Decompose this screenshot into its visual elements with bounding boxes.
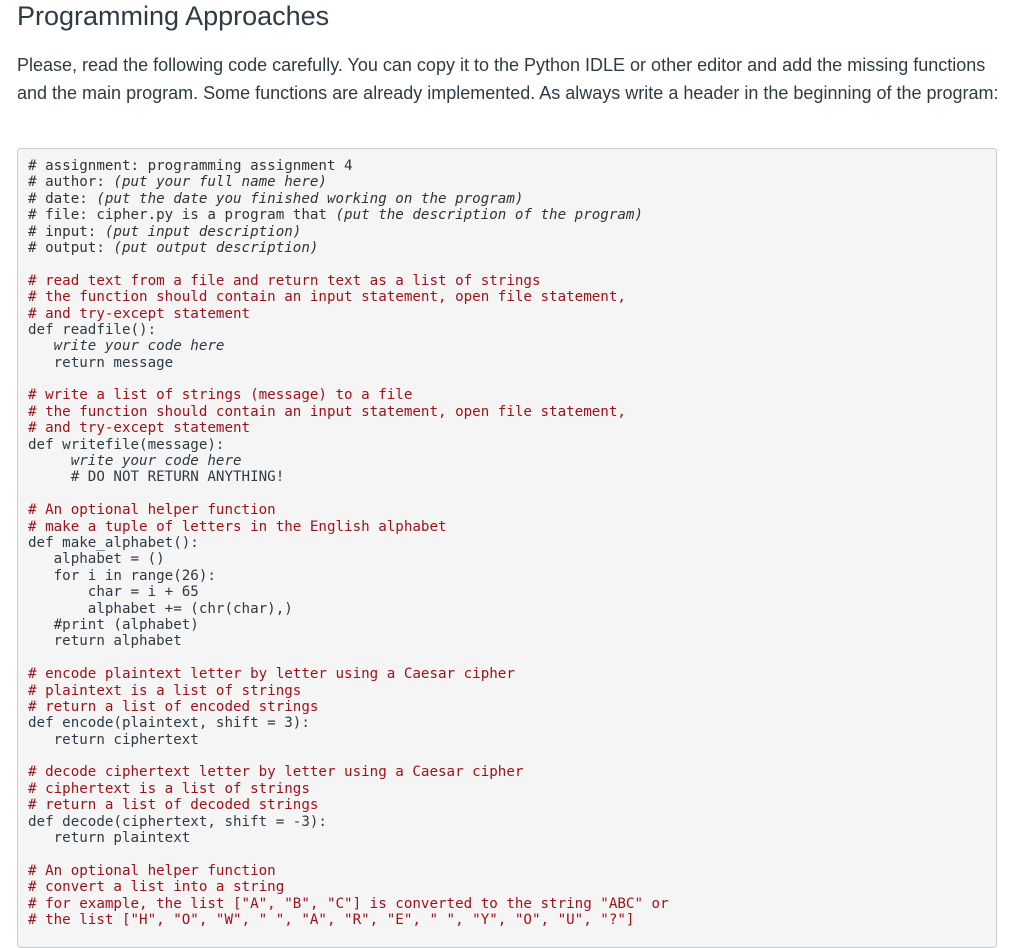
code-line: # encode plaintext letter by letter using a Caesar cipher bbox=[28, 666, 515, 683]
code-block bbox=[17, 148, 997, 948]
code-line: def readfile(): bbox=[28, 321, 157, 338]
page-content bbox=[17, 0, 999, 928]
code-line: # author: (put your full name here) bbox=[28, 174, 327, 191]
code-line: # the function should contain an input statement, open file statement, bbox=[28, 403, 626, 420]
code-line: # the list ["H", "O", "W", " ", "A", "R", "E", " ", "Y", "O", "U", "?"] bbox=[28, 911, 635, 928]
code-line: # decode ciphertext letter by letter using a Caesar cipher bbox=[28, 764, 524, 781]
code-line: return message bbox=[28, 354, 174, 371]
code-line bbox=[28, 486, 996, 502]
code-line: alphabet = () bbox=[28, 551, 165, 568]
code-line: # and try-except statement bbox=[28, 420, 251, 437]
code-line: # ciphertext is a list of strings bbox=[28, 780, 310, 797]
code-listing bbox=[28, 158, 996, 928]
code-line: # An optional helper function bbox=[28, 502, 276, 519]
code-line bbox=[28, 371, 996, 387]
code-line: def writefile(message): bbox=[28, 436, 225, 453]
intro-paragraph: Please, read the following code carefully. You can copy it to the Python IDLE or other editor and add the missing functions and the main program. Some functions are already implemented. As always write a header in the beginning of the program: bbox=[17, 55, 999, 103]
code-line: write your code here bbox=[28, 453, 242, 470]
code-line: # assignment: programming assignment 4 bbox=[28, 158, 353, 174]
code-line: def make_alphabet(): bbox=[28, 534, 199, 551]
code-line: return plaintext bbox=[28, 830, 191, 847]
code-line: # return a list of decoded strings bbox=[28, 797, 319, 814]
code-line: # make a tuple of letters in the English alphabet bbox=[28, 518, 447, 535]
code-line: char = i + 65 bbox=[28, 584, 199, 601]
code-line bbox=[28, 650, 996, 666]
code-line bbox=[28, 256, 996, 272]
code-line: def encode(plaintext, shift = 3): bbox=[28, 715, 310, 732]
code-line: # read text from a file and return text as a list of strings bbox=[28, 272, 541, 289]
code-line bbox=[28, 748, 996, 764]
code-line: return ciphertext bbox=[28, 731, 199, 748]
code-line: write your code here bbox=[28, 338, 225, 355]
code-line: # An optional helper function bbox=[28, 862, 276, 879]
code-line: # for example, the list ["A", "B", "C"] is converted to the string "ABC" or bbox=[28, 895, 669, 912]
page-title: Programming Approaches bbox=[17, 1, 330, 31]
code-line: # convert a list into a string bbox=[28, 879, 285, 896]
code-line: def decode(ciphertext, shift = -3): bbox=[28, 813, 327, 830]
code-line: # write a list of strings (message) to a file bbox=[28, 387, 413, 404]
code-line: #print (alphabet) bbox=[28, 616, 199, 633]
code-line: for i in range(26): bbox=[28, 567, 216, 584]
code-line: # DO NOT RETURN ANYTHING! bbox=[28, 469, 285, 486]
code-line: return alphabet bbox=[28, 633, 182, 650]
code-line: # and try-except statement bbox=[28, 305, 251, 322]
code-line: # input: (put input description) bbox=[28, 223, 302, 240]
code-line: # date: (put the date you finished working on the program) bbox=[28, 190, 524, 207]
code-line: # plaintext is a list of strings bbox=[28, 682, 302, 699]
code-line bbox=[28, 846, 996, 862]
code-line: # file: cipher.py is a program that (put the description of the program) bbox=[28, 207, 643, 224]
code-line: # return a list of encoded strings bbox=[28, 698, 319, 715]
code-line: alphabet += (chr(char),) bbox=[28, 600, 293, 617]
code-line: # the function should contain an input statement, open file statement, bbox=[28, 289, 626, 306]
code-line: # output: (put output description) bbox=[28, 239, 319, 256]
